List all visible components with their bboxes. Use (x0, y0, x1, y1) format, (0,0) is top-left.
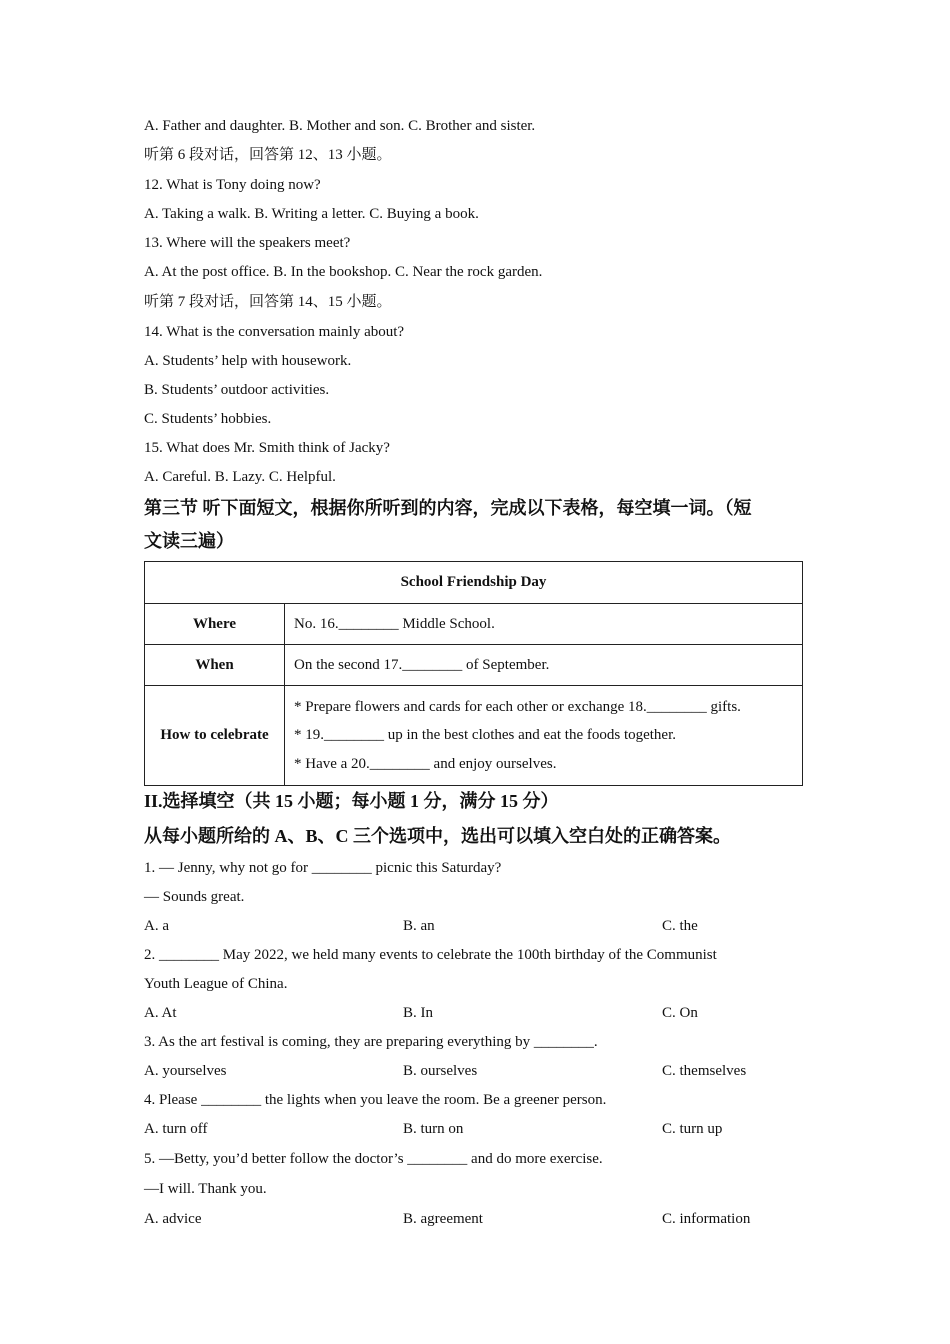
mc-q5-reply: —I will. Thank you. (144, 1181, 267, 1197)
q13-stem: 13. Where will the speakers meet? (144, 235, 351, 251)
mc-q5-option-b: B. agreement (403, 1211, 483, 1227)
table-row (145, 645, 803, 686)
mc-q3-option-b: B. ourselves (403, 1063, 478, 1079)
section3-heading-line2: 文读三遍） (144, 531, 234, 551)
celebrate-line-3: * Have a 20.________ and enjoy ourselves. (294, 755, 557, 772)
q12-options: A. Taking a walk. B. Writing a letter. C. Buying a book. (144, 206, 479, 222)
q13-options: A. At the post office. B. In the bookshop. C. Near the rock garden. (144, 264, 543, 280)
row-label-how: How to celebrate (145, 686, 285, 786)
part2-instruction: 从每小题所给的 A、B、C 三个选项中，选出可以填入空白处的正确答案。 (144, 826, 732, 846)
table-row (145, 686, 803, 786)
mc-q3-stem: 3. As the art festival is coming, they are preparing everything by ________. (144, 1034, 598, 1050)
celebrate-line-2: * 19.________ up in the best clothes and eat the foods together. (294, 727, 677, 744)
dialogue7-note: 听第 7 段对话，回答第 14、15 小题。 (144, 294, 392, 310)
table-title: School Friendship Day (145, 562, 803, 604)
row-value-when: On the second 17.________ of September. (285, 645, 803, 686)
mc-q4-option-b: B. turn on (403, 1121, 464, 1137)
mc-q1-option-b: B. an (403, 918, 435, 934)
part2-heading: II.选择填空（共 15 小题；每小题 1 分，满分 15 分） (144, 791, 559, 811)
mc-q5-stem: 5. —Betty, you’d better follow the doctor’s ________ and do more exercise. (144, 1151, 603, 1167)
mc-q5-option-a: A. advice (144, 1211, 202, 1227)
mc-q5-option-c: C. information (662, 1211, 751, 1227)
mc-q1-option-c: C. the (662, 918, 698, 934)
mc-q4-option-a: A. turn off (144, 1121, 208, 1137)
q14-stem: 14. What is the conversation mainly about? (144, 324, 405, 340)
q12-stem: 12. What is Tony doing now? (144, 177, 321, 193)
table-row (145, 604, 803, 645)
row-value-how (285, 686, 803, 786)
q14-option-a: A. Students’ help with housework. (144, 353, 352, 369)
q14-option-c: C. Students’ hobbies. (144, 411, 272, 427)
mc-q2-option-a: A. At (144, 1005, 177, 1021)
mc-q2-option-b: B. In (403, 1005, 433, 1021)
mc-q3-option-a: A. yourselves (144, 1063, 227, 1079)
mc-q4-stem: 4. Please ________ the lights when you leave the room. Be a greener person. (144, 1092, 607, 1108)
mc-q1-option-a: A. a (144, 918, 169, 934)
mc-q2-stem-cont: Youth League of China. (144, 976, 288, 992)
mc-q2-option-c: C. On (662, 1005, 698, 1021)
celebrate-line-1: * Prepare flowers and cards for each other or exchange 18.________ gifts. (294, 698, 741, 715)
mc-q1-stem: 1. — Jenny, why not go for ________ picnic this Saturday? (144, 860, 502, 876)
q14-option-b: B. Students’ outdoor activities. (144, 382, 330, 398)
section3-heading-line1: 第三节 听下面短文，根据你所听到的内容，完成以下表格，每空填一词。（短 (144, 498, 752, 518)
dialogue6-note: 听第 6 段对话，回答第 12、13 小题。 (144, 147, 392, 163)
row-label-where: Where (145, 604, 285, 645)
row-value-where: No. 16.________ Middle School. (285, 604, 803, 645)
q11-options: A. Father and daughter. B. Mother and son. C. Brother and sister. (144, 118, 536, 134)
mc-q3-option-c: C. themselves (662, 1063, 747, 1079)
q15-options: A. Careful. B. Lazy. C. Helpful. (144, 469, 336, 485)
q15-stem: 15. What does Mr. Smith think of Jacky? (144, 440, 390, 456)
mc-q1-reply: — Sounds great. (144, 889, 245, 905)
mc-q4-option-c: C. turn up (662, 1121, 723, 1137)
friendship-day-table (144, 561, 803, 786)
mc-q2-stem: 2. ________ May 2022, we held many events to celebrate the 100th birthday of the Communist (144, 947, 717, 963)
row-label-when: When (145, 645, 285, 686)
